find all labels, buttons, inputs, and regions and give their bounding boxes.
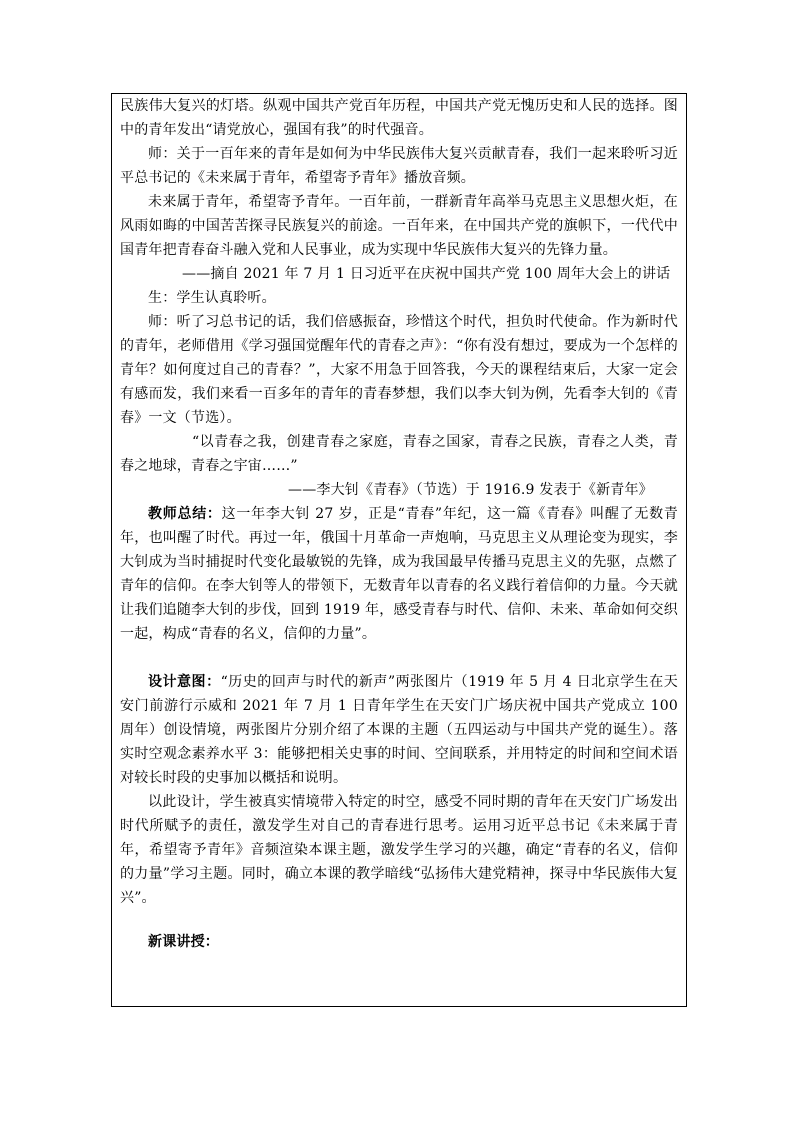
teacher-summary-text: 这一年李大钊 27 岁，正是“青春”年纪，这一篇《青春》叫醒了无数青年，也叫醒了时代。再过一年，俄国十月革命一声炮响，马克思主义从理论变为现实，李大钊成为当时捕捉时代变化最敏锐的先锋，成为我国最早传播马克思主义的先驱，点燃了青年的信仰。在李大钊等人的带领下，无数青年以青春的名义践行着信仰的力量。今天就让我们追随李大钊的步伐，回到 1919 年，感受青春与时代、信仰、未来、革命如何交织一起，构成“青春的名义，信仰的力量”。 [120,506,679,642]
paragraph-teacher-question: 师：听了习总书记的话，我们倍感振奋，珍惜这个时代，担负时代使命。作为新时代的青年，老师借用《学习强国觉醒年代的青春之声》：“你有没有想过，要成为一个怎样的青年？如何度过自己的青春？”，大家不用急于回答我，今天的课程结束后，大家一定会有感而发，我们来看一百多年的青年的青春梦想，我们以李大钊为例，先看李大钊的《青春》一文（节选）。 [120,314,678,426]
design-intent-text: “历史的回声与时代的新声”两张图片（1919 年 5 月 4 日北京学生在天安门前游行示威和 2021 年 7 月 1 日青年学生在天安门广场庆祝中国共产党成立 100 周年）创设情境，两张图片分别介绍了本课的主题（五四运动与中国共产党的诞生）。落实时空观念素养水平 3：能够把相关史事的时间、空间联系，并用特定的时间和空间术语对较长时段的史事加以概括和说明。 [120,674,679,786]
qingchun-quote: “以青春之我，创建青春之家庭，青春之国家，青春之民族，青春之人类，青春之地球，青春之宇宙……” [120,434,678,474]
paragraph-speech-quote: 未来属于青年，希望寄予青年。一百年前，一群新青年高举马克思主义思想火炬，在风雨如晦的中国苦苦探寻民族复兴的前途。一百年来，在中国共产党的旗帜下，一代代中国青年把青春奋斗融入党和人民事业，成为实现中华民族伟大复兴的先锋力量。 [120,194,678,258]
spacer [120,646,678,670]
design-intent-label: 设计意图： [148,674,221,690]
paragraph-teacher-summary [120,502,678,646]
qingchun-source: ——李大钊《青春》（节选）于 1916.9 发表于《新青年》 [288,482,653,498]
paragraph-design-result: 以此设计，学生被真实情境带入特定的时空，感受不同时期的青年在天安门广场发出时代所赋予的责任，激发学生对自己的青春进行思考。运用习近平总书记《未来属于青年，希望寄予青年》音频渲染本课主题，激发学生学习的兴趣，确定“青春的名义，信仰的力量”学习主题。同时，确立本课的教学暗线“弘扬伟大建党精神，探寻中华民族伟大复兴”。 [120,794,678,906]
teacher-summary-label: 教师总结： [148,506,222,522]
paragraph-teacher-audio: 师：关于一百年来的青年是如何为中华民族伟大复兴贡献青春，我们一起来聆听习近平总书记的《未来属于青年，希望寄予青年》播放音频。 [120,146,678,186]
new-lesson-heading: 新课讲授： [148,934,219,950]
paragraph-design-intent [120,670,678,790]
paragraph-intro: 民族伟大复兴的灯塔。纵观中国共产党百年历程，中国共产党无愧历史和人民的选择。图中的青年发出“请党放心，强国有我”的时代强音。 [120,98,678,138]
paragraph-student: 生：学生认真聆听。 [148,290,276,306]
lesson-plan-cell [111,93,687,1007]
spacer [120,910,678,930]
lesson-plan-content [120,94,678,954]
speech-source: ——摘自 2021 年 7 月 1 日习近平在庆祝中国共产党 100 周年大会上的讲话 [182,266,671,282]
